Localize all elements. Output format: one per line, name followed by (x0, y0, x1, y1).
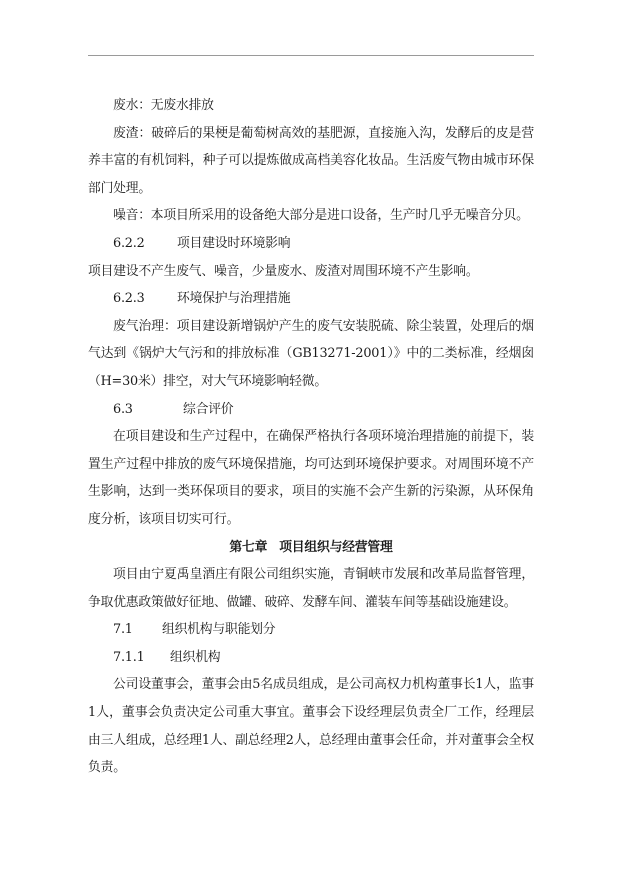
section-title: 综合评价 (183, 401, 234, 417)
section-number: 6.3 (113, 401, 133, 417)
chapter-heading (88, 534, 534, 562)
paragraph-construction-impact: 项目建设不产生废气、噪音，少量废水、废渣对周围环境不产生影响。 (88, 263, 479, 279)
paragraph-evaluation: 在项目建设和生产过程中，在确保严格执行各项环境治理措施的前提下，装置生产过程中排放的废气环境保措施，均可达到环境保护要求。对周围环境不产生影响，达到一类环保项目的要求，项目的实施不会产生新的污染源，从环保角度分析，该项目切实可行。 (88, 429, 534, 527)
paragraph-wastewater: 废水：无废水排放 (113, 98, 214, 113)
paragraph-residue: 废渣：破碎后的果梗是葡萄树高效的基肥源，直接施入沟，发酵后的皮是营养丰富的有机饲料，种子可以提炼做成高档美容化妆品。生活废气物由城市环保部门处理。 (88, 125, 534, 196)
section-heading-6-2-2 (88, 230, 534, 258)
section-number: 7.1 (113, 622, 133, 638)
paragraph-gas-treatment: 废气治理：项目建设新增锅炉产生的废气安装脱硫、除尘装置，处理后的烟气达到《锅炉大气污和的排放标准（GB13271-2001）》中的二类标准，经烟囱（H=30米）排空，对大气环境影响轻微。 (88, 318, 534, 389)
section-number: 7.1.1 (113, 649, 145, 665)
header-rule (88, 55, 534, 56)
section-heading-7-1-1 (88, 644, 534, 672)
chapter-number: 第七章 (229, 539, 268, 555)
section-heading-7-1 (88, 616, 534, 644)
section-number: 6.2.3 (113, 291, 145, 307)
document-body (88, 92, 534, 782)
paragraph-chapter7-intro: 项目由宁夏禹皇酒庄有限公司组织实施，青铜峡市发展和改革局监督管理，争取优惠政策做好征地、做罐、破碎、发酵车间、灌装车间等基础设施建设。 (88, 567, 534, 610)
section-heading-6-3 (88, 396, 534, 424)
section-title: 组织机构与职能划分 (162, 622, 276, 638)
chapter-title: 项目组织与经营管理 (279, 539, 393, 555)
section-title: 项目建设时环境影响 (177, 235, 291, 251)
section-title: 组织机构 (170, 649, 221, 665)
paragraph-noise: 噪音：本项目所采用的设备绝大部分是进口设备，生产时几乎无噪音分贝。 (113, 208, 529, 224)
paragraph-organization: 公司设董事会，董事会由5名成员组成，是公司高权力机构董事长1人，监事1人，董事会负责决定公司重大事宜。董事会下设经理层负责全厂工作，经理层由三人组成，总经理1人、副总经理2人，总经理由董事会任命，并对董事会全权负责。 (88, 677, 534, 776)
section-number: 6.2.2 (113, 235, 145, 251)
section-heading-6-2-3 (88, 285, 534, 313)
section-title: 环境保护与治理措施 (177, 291, 291, 307)
